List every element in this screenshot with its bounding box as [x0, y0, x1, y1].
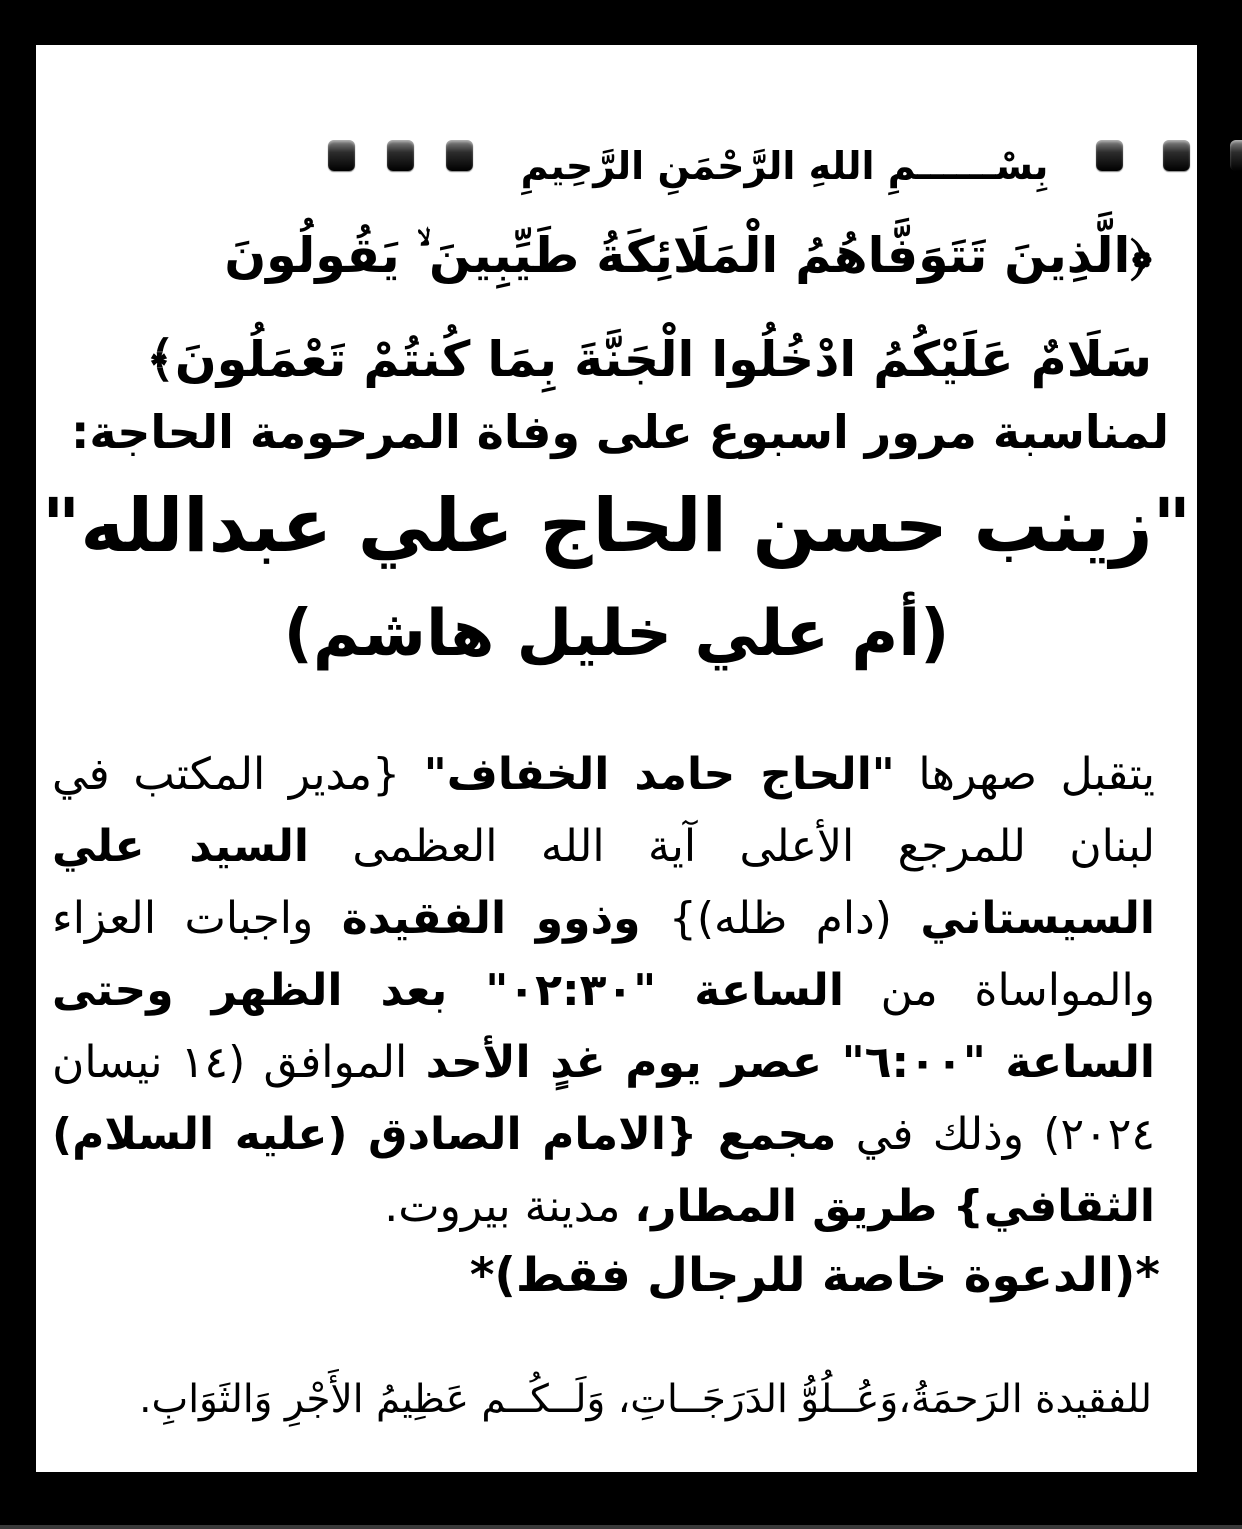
- details-segment: الموافق (١٤ نيسان ٢٠٢٤) وذلك في: [52, 1037, 1155, 1160]
- details-segment: (دام ظله)}: [640, 893, 921, 944]
- details-segment: يتقبل صهرها: [894, 749, 1155, 800]
- ornament-square-icon: [446, 140, 473, 171]
- details-segment: "الحاج حامد الخفاف": [423, 749, 895, 800]
- details-segment: مدينة بيروت.: [384, 1181, 635, 1232]
- ornament-square-icon: [387, 140, 414, 171]
- bottom-scan-line: [0, 1525, 1242, 1529]
- details-segment: السيد علي السيستاني: [52, 821, 1155, 944]
- quran-verse-line1: ﴿الَّذِينَ تَتَوَفَّاهُمُ الْمَلَائِكَةُ طَيِّبِينَ ۙ يَقُولُونَ: [224, 226, 1152, 284]
- ornament-square-icon: [1230, 140, 1242, 171]
- closing-prayer: للفقيدة الرَحمَةُ،وَعُــلُوُّ الدَرَجَــاتِ، وَلَــكُــم عَظِيمُ الأَجْرِ وَالثَوَابِ.: [139, 1377, 1152, 1422]
- details-segment: {مدير المكتب في لبنان للمرجع الأعلى آية الله العظمى: [52, 749, 1156, 872]
- header-ornament-row: [212, 133, 1242, 188]
- men-only-notice: *(الدعوة خاصة للرجال فقط)*: [469, 1248, 1160, 1303]
- quran-verse-line2: سَلَامٌ عَلَيْكُمُ ادْخُلُوا الْجَنَّةَ بِمَا كُنتُمْ تَعْمَلُونَ﴾: [146, 330, 1152, 388]
- quran-verse: [81, 203, 1152, 411]
- deceased-name: "زينب حسن الحاج علي عبدالله": [41, 483, 1192, 569]
- details-segment: مجمع {الامام الصادق (عليه السلام) الثقافي} طريق المطار،: [52, 1109, 1155, 1232]
- details-segment: الساعة "٠٢:٣٠" بعد الظهر وحتى الساعة "٦:٠٠" عصر يوم غدٍ الأحد: [52, 965, 1156, 1088]
- occasion-line: لمناسبة مرور اسبوع على وفاة المرحومة الحاجة:: [70, 405, 1169, 459]
- details-segment: وذوو الفقيدة: [341, 893, 641, 944]
- deceased-kunya: (أم علي خليل هاشم): [283, 597, 950, 671]
- ornament-squares-right: [1096, 140, 1242, 171]
- ornament-square-icon: [1096, 140, 1123, 171]
- ornament-squares-left: [328, 140, 473, 171]
- ornament-square-icon: [328, 140, 355, 171]
- ornament-square-icon: [1163, 140, 1190, 171]
- announcement-paper: [36, 45, 1197, 1472]
- condolence-details-paragraph: [52, 739, 1155, 1243]
- bismillah-calligraphy: بِسْــــــمِ اللهِ الرَّحْمَنِ الرَّحِيمِ: [520, 143, 1049, 188]
- details-segment: واجبات العزاء والمواساة من: [52, 893, 1155, 1016]
